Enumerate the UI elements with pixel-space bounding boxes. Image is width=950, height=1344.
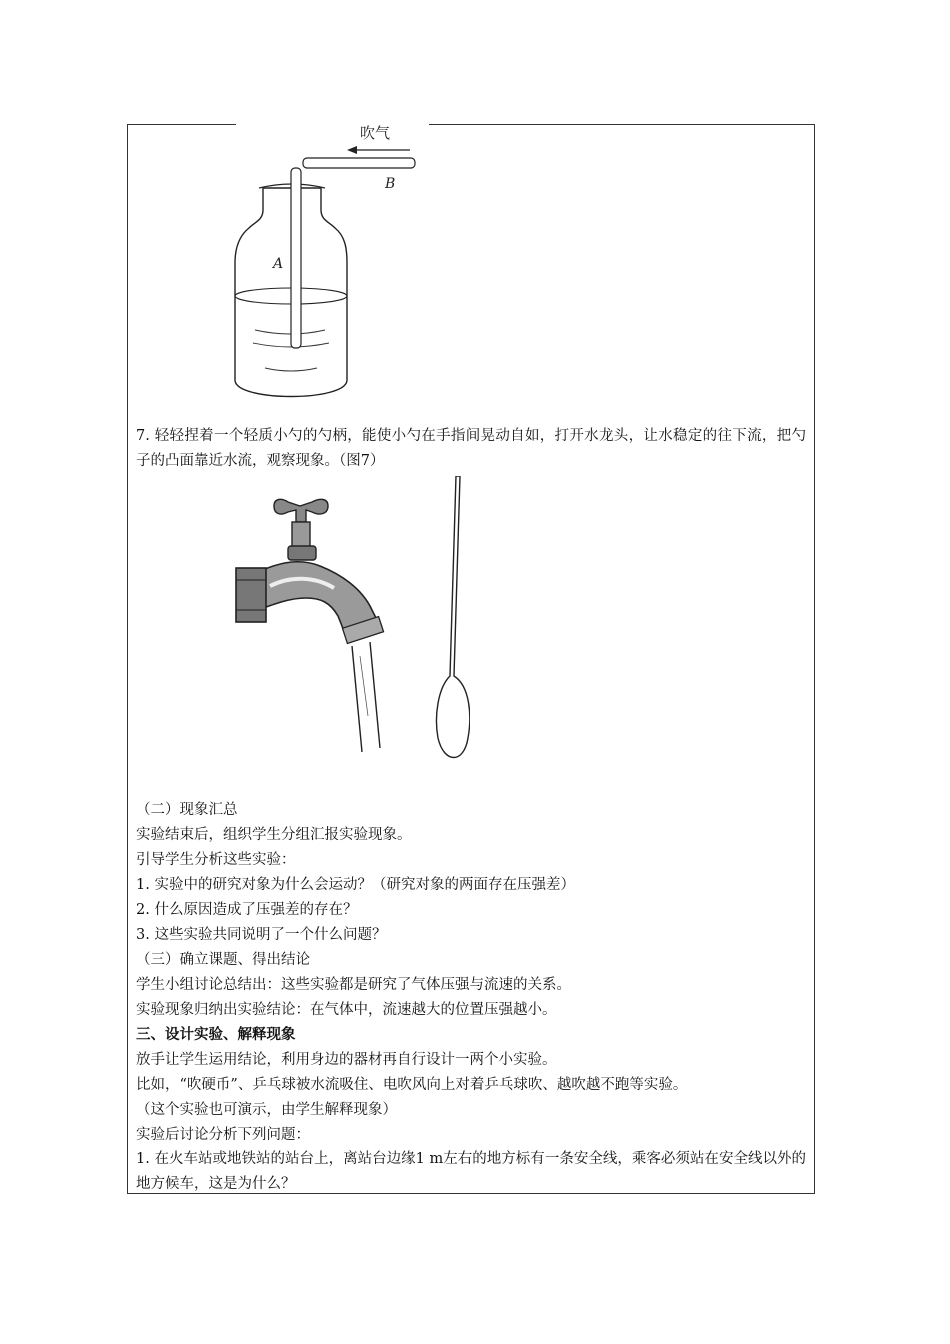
guide-paragraph: 引导学生分析这些实验：	[136, 852, 296, 868]
label-a: A	[273, 256, 284, 272]
faucet-nut	[288, 546, 316, 560]
faucet-handle	[274, 499, 328, 522]
tube-b	[303, 158, 415, 168]
blow-label: 吹气	[360, 124, 391, 142]
section-2-title: （二）现象汇总	[136, 802, 238, 818]
bottle-figure	[225, 118, 465, 408]
label-b: B	[385, 176, 396, 192]
example-paragraph: 比如，“吹硬币”、乒乓球被水流吸住、电吹风向上对着乒乓球吹、越吹越不跑等实验。	[136, 1077, 688, 1093]
blow-arrowhead	[347, 146, 357, 154]
conclusion-paragraph: 实验现象归纳出实验结论：在气体中，流速越大的位置压强越小。	[136, 1002, 557, 1018]
demo-paragraph: （这个实验也可演示，由学生解释现象）	[136, 1102, 397, 1118]
faucet-connector	[236, 568, 266, 622]
question-3: 3. 这些实验共同说明了一个什么问题？	[136, 927, 387, 943]
item-1-text: 1. 在火车站或地铁站的站台上，离站台边缘1 m左右的地方标有一条安全线，乘客必须站在安全线以外的地方候车，这是为什么？	[136, 1151, 806, 1192]
section-3-title: （三）确立课题、得出结论	[136, 952, 310, 968]
item-7-text: 7. 轻轻捏着一个轻质小勺的勺柄，能使小勺在手指间晃动自如，打开水龙头，让水稳定的往下流，把勺子的凸面靠近水流，观察现象。（图7）	[136, 428, 806, 469]
report-paragraph: 实验结束后，组织学生分组汇报实验现象。	[136, 827, 412, 843]
after-paragraph: 实验后讨论分析下列问题：	[136, 1127, 310, 1143]
question-2: 2. 什么原因造成了压强差的存在？	[136, 902, 358, 918]
spoon	[437, 476, 470, 758]
group-summary: 学生小组讨论总结出：这些实验都是研究了气体压强与流速的关系。	[136, 977, 571, 993]
heading-three: 三、设计实验、解释现象	[136, 1026, 296, 1043]
design-paragraph: 放手让学生运用结论，利用身边的器材再自行设计一两个小实验。	[136, 1052, 557, 1068]
faucet-figure	[230, 476, 470, 766]
tube-a	[291, 168, 301, 348]
question-1: 1. 实验中的研究对象为什么会运动？（研究对象的两面存在压强差）	[136, 877, 575, 893]
